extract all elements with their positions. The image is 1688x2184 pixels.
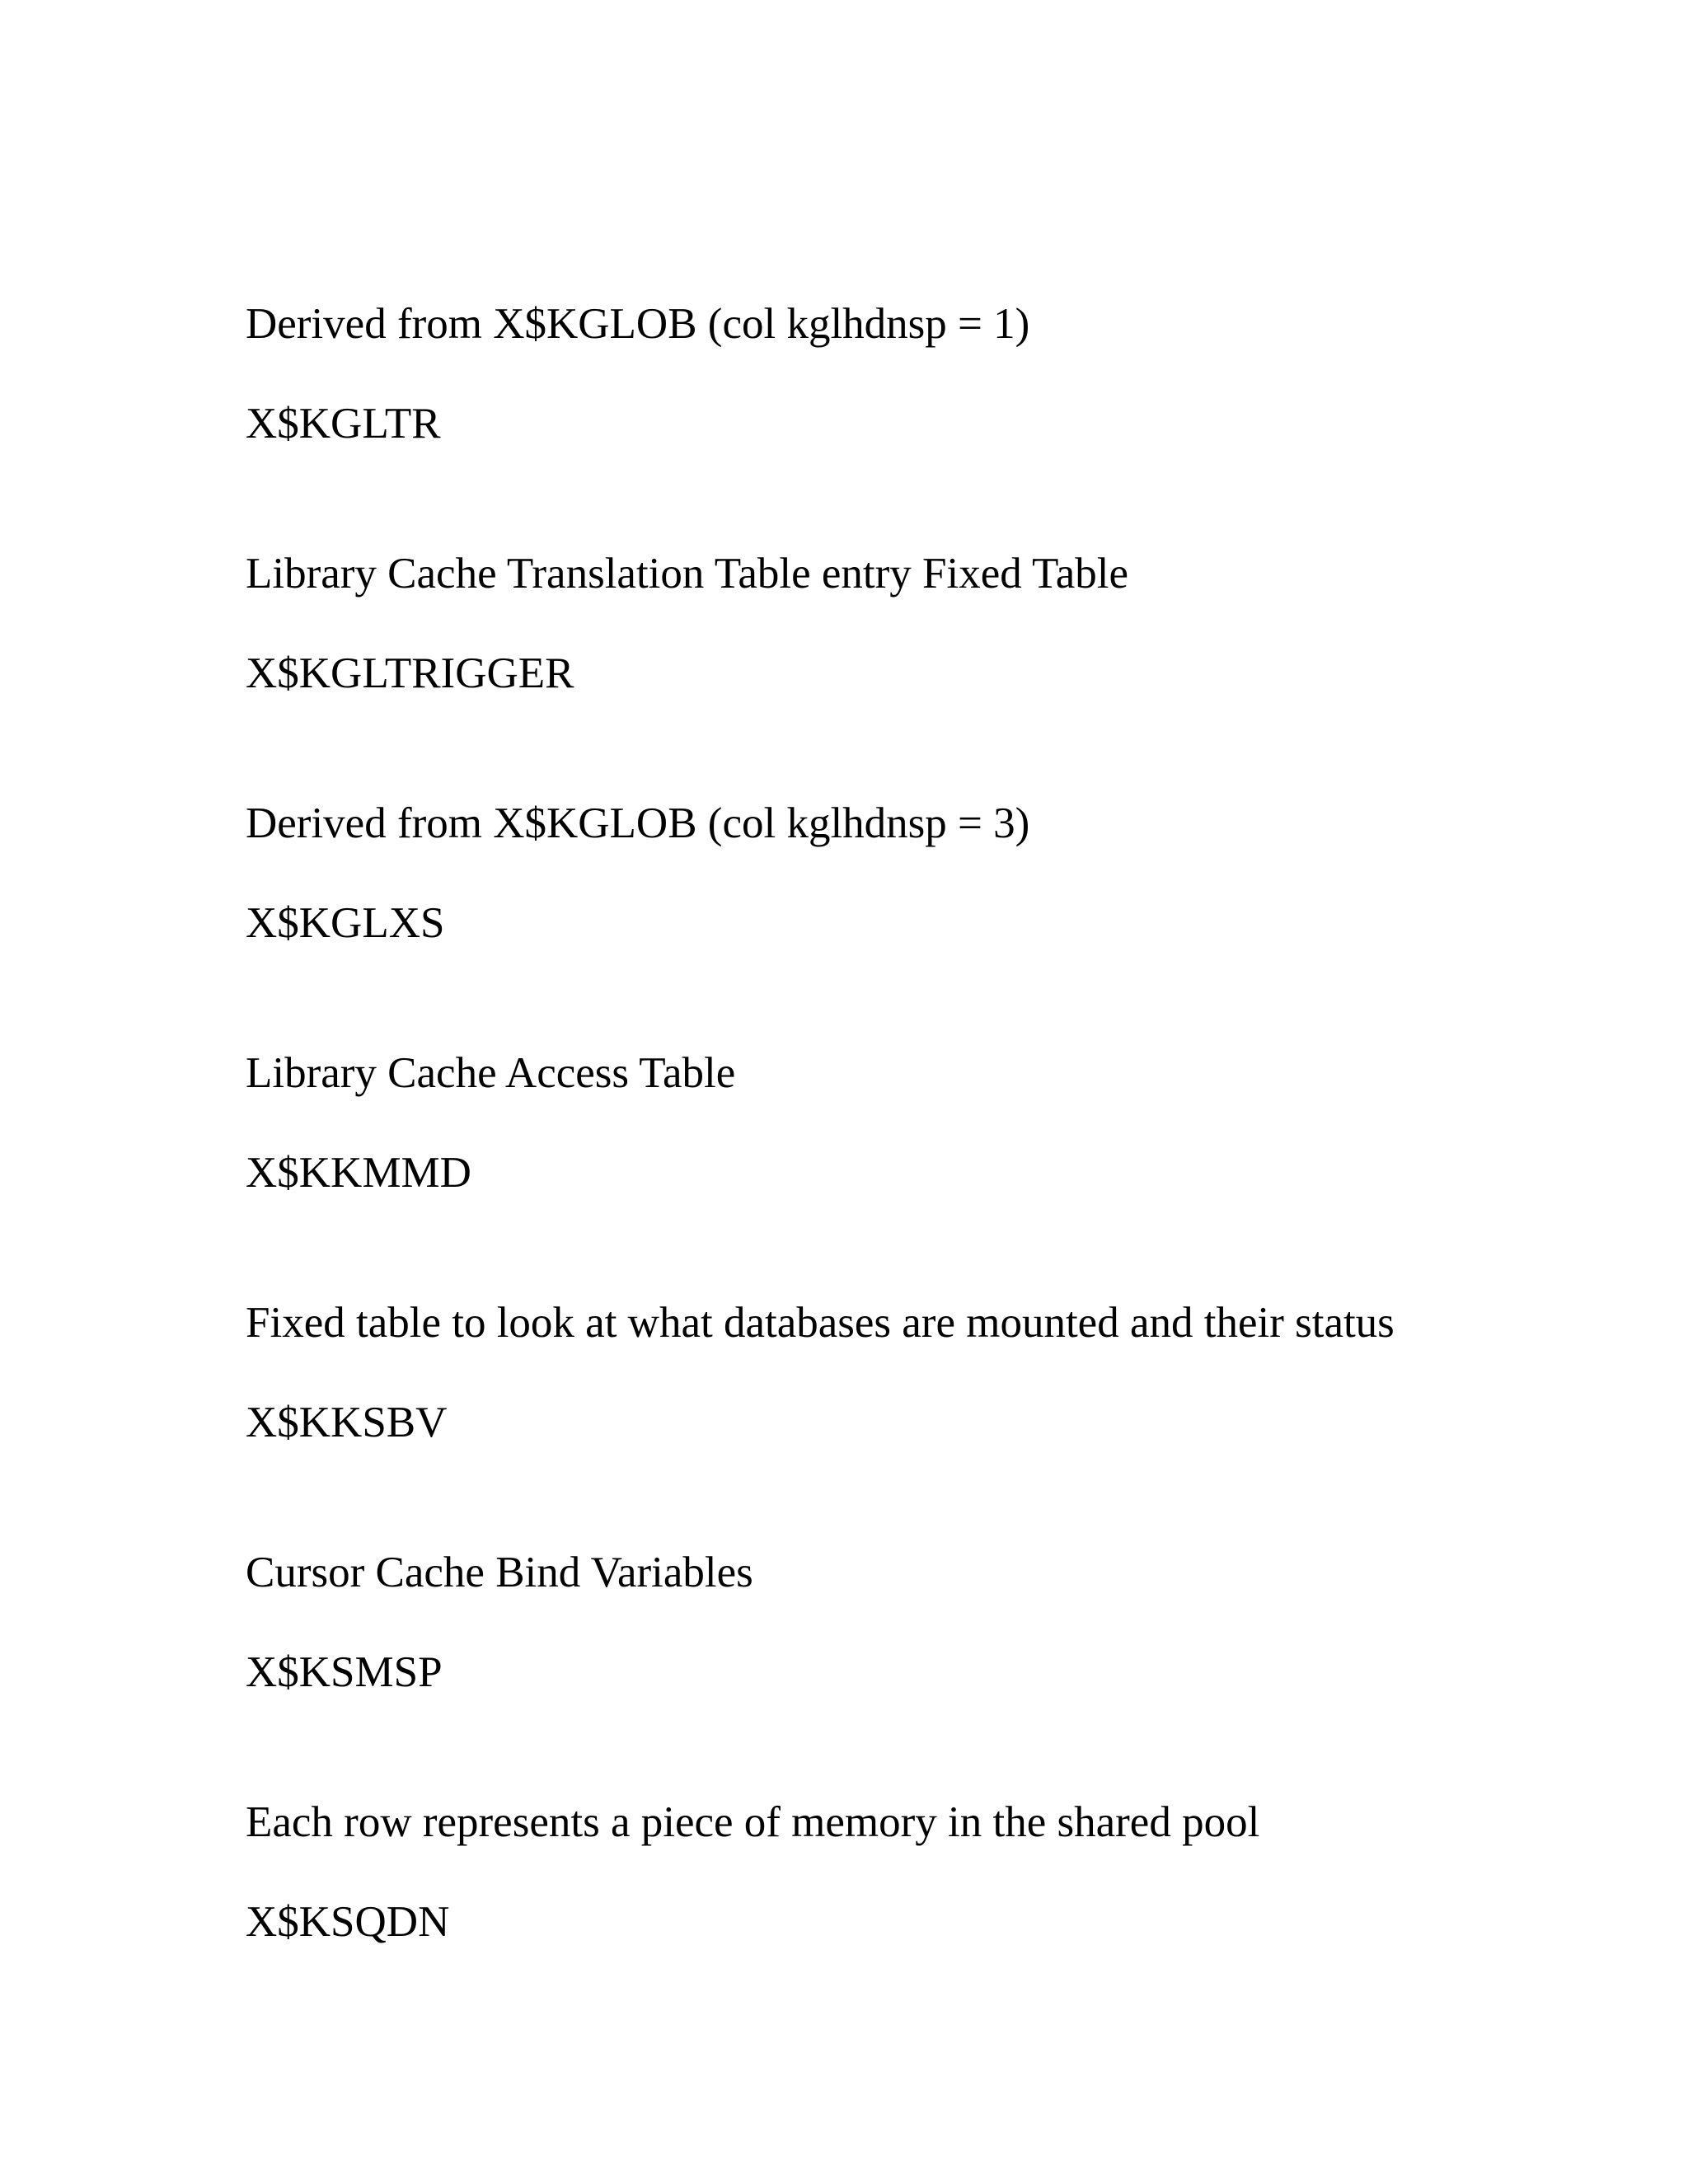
entry-description: Derived from X$KGLOB (col kglhdnsp = 3) <box>246 799 1030 847</box>
entry-name: X$KGLXS <box>246 899 445 947</box>
entry-description: Derived from X$KGLOB (col kglhdnsp = 1) <box>246 300 1030 348</box>
entry-description: Library Cache Translation Table entry Fixed Table <box>246 550 1128 598</box>
entry-name: X$KSMSP <box>246 1648 443 1696</box>
entry-description: Library Cache Access Table <box>246 1049 736 1097</box>
entry-name: X$KSQDN <box>246 1898 450 1946</box>
entry-name: X$KGLTRIGGER <box>246 649 574 697</box>
entry-description: Fixed table to look at what databases are mounted and their status <box>246 1299 1395 1347</box>
entry-name: X$KKMMD <box>246 1149 471 1197</box>
entry-name: X$KKSBV <box>246 1399 448 1446</box>
entry-name: X$KGLTR <box>246 400 441 448</box>
entry-description: Cursor Cache Bind Variables <box>246 1549 753 1596</box>
entry-description: Each row represents a piece of memory in the shared pool <box>246 1798 1260 1846</box>
